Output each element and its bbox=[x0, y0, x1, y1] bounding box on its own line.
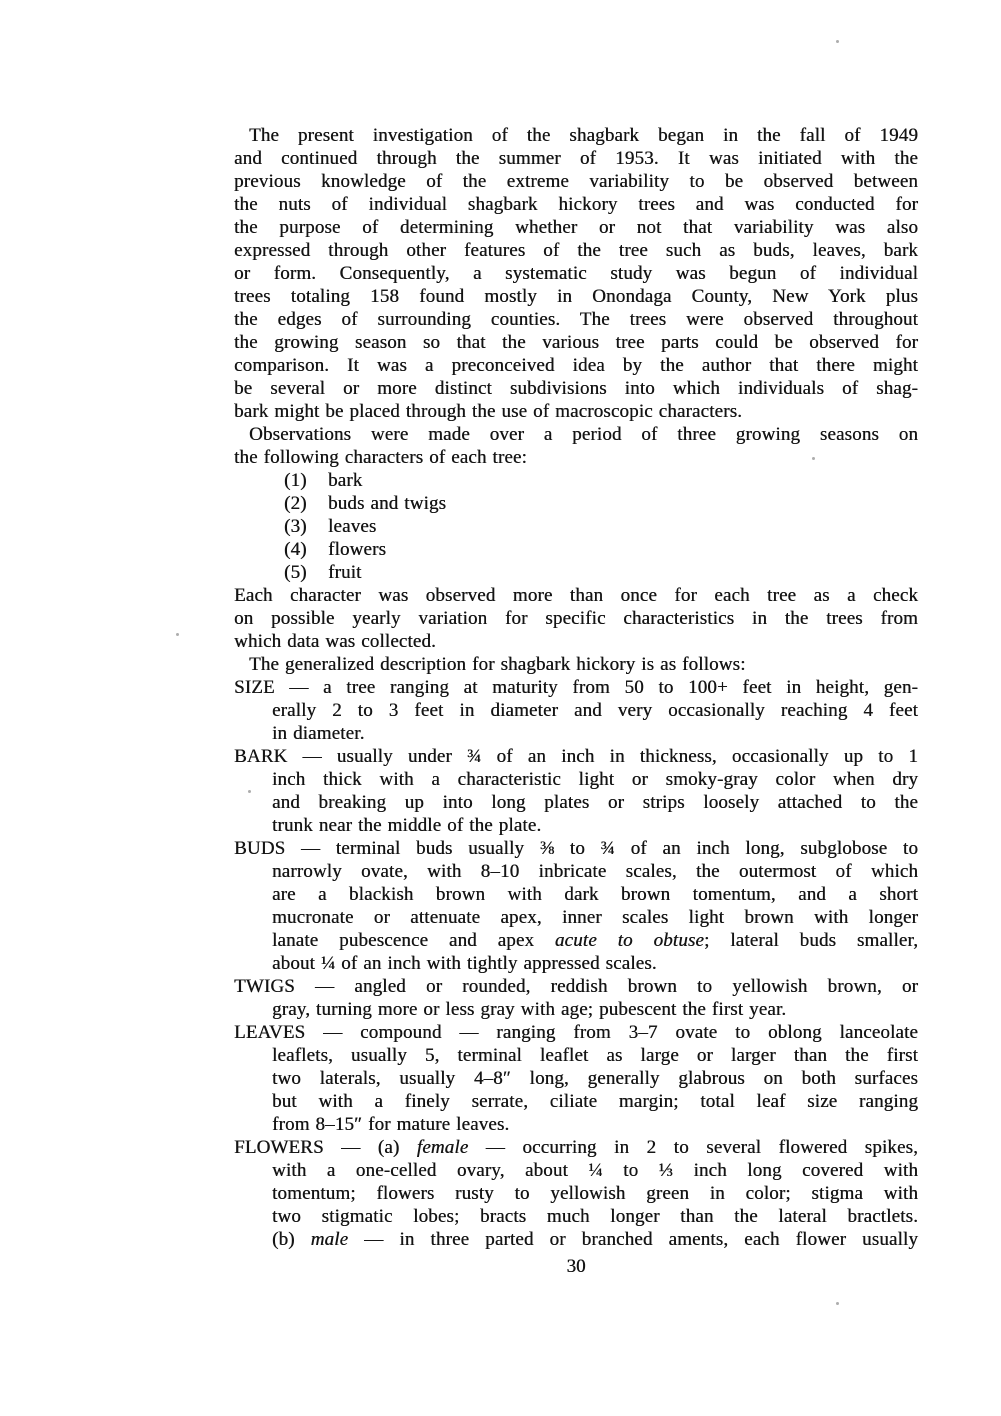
text-line: mucronate or attenuate apex, inner scales light brown with longer bbox=[272, 907, 918, 928]
text-line: be several or more distinct subdivisions into which individuals of shag- bbox=[234, 378, 918, 399]
paragraph-each-character bbox=[234, 584, 918, 653]
text-line: two stigmatic lobes; bracts much longer than the lateral bractlets. bbox=[272, 1206, 918, 1227]
text-line: previous knowledge of the extreme variability to be observed between bbox=[234, 171, 918, 192]
text-line: The generalized description for shagbark hickory is as follows: bbox=[249, 654, 746, 675]
text-line: or form. Consequently, a systematic study was begun of individual bbox=[234, 263, 918, 284]
text-line: gray, turning more or less gray with age; pubescent the first year. bbox=[272, 999, 787, 1020]
entry-leaves bbox=[234, 1021, 918, 1136]
text-line: narrowly ovate, with 8–10 inbricate scales, the outermost of which bbox=[272, 861, 918, 882]
text-block bbox=[234, 124, 918, 1251]
text-line: two laterals, usually 4–8″ long, generally glabrous on both surfaces bbox=[272, 1068, 918, 1089]
text-line: from 8–15″ for mature leaves. bbox=[272, 1114, 510, 1135]
text-line: bark might be placed through the use of macroscopic characters. bbox=[234, 401, 743, 422]
list-item-label: leaves bbox=[328, 516, 377, 537]
entry-flowers bbox=[234, 1136, 918, 1251]
scan-speckle bbox=[812, 457, 815, 460]
entry-bark bbox=[234, 745, 918, 837]
text-line: TWIGS — angled or rounded, reddish brown to yellowish brown, or bbox=[234, 976, 918, 997]
paragraph-observations bbox=[234, 423, 918, 469]
scan-speckle bbox=[248, 790, 251, 793]
character-list bbox=[234, 469, 918, 584]
text-line: trees totaling 158 found mostly in Onondaga County, New York plus bbox=[234, 286, 918, 307]
text-line: about ¼ of an inch with tightly appressed scales. bbox=[272, 953, 657, 974]
text-line: on possible yearly variation for specific characteristics in the trees from bbox=[234, 608, 918, 629]
text-line: are a blackish brown with dark brown tomentum, and a short bbox=[272, 884, 918, 905]
page-number: 30 bbox=[566, 1256, 586, 1277]
scan-speckle bbox=[176, 633, 179, 636]
text-line: tomentum; flowers rusty to yellowish green in color; stigma with bbox=[272, 1183, 918, 1204]
text-line: The present investigation of the shagbark began in the fall of 1949 bbox=[249, 125, 918, 146]
list-item-number: (3) bbox=[284, 516, 307, 537]
text-line: the following characters of each tree: bbox=[234, 447, 527, 468]
list-item-label: buds and twigs bbox=[328, 493, 447, 514]
text-line: SIZE — a tree ranging at maturity from 50 to 100+ feet in height, gen- bbox=[234, 677, 918, 698]
entry-twigs bbox=[234, 975, 918, 1021]
text-line: the purpose of determining whether or not that variability was also bbox=[234, 217, 918, 238]
list-item-label: bark bbox=[328, 470, 363, 491]
text-line: the edges of surrounding counties. The trees were observed throughout bbox=[234, 309, 918, 330]
text-line: FLOWERS — (a) female — occurring in 2 to several flowered spikes, bbox=[234, 1137, 918, 1158]
text-line: in diameter. bbox=[272, 723, 365, 744]
entry-size bbox=[234, 676, 918, 745]
text-line: expressed through other features of the tree such as buds, leaves, bark bbox=[234, 240, 918, 261]
list-item bbox=[234, 538, 918, 561]
paragraph-generalized bbox=[234, 653, 918, 676]
paragraph-intro bbox=[234, 124, 918, 423]
text-line: Observations were made over a period of three growing seasons on bbox=[249, 424, 918, 445]
text-line: and breaking up into long plates or strips loosely attached to the bbox=[272, 792, 918, 813]
list-item-label: fruit bbox=[328, 562, 362, 583]
text-line: but with a finely serrate, ciliate margin; total leaf size ranging bbox=[272, 1091, 918, 1112]
text-line: the nuts of individual shagbark hickory trees and was conducted for bbox=[234, 194, 918, 215]
text-line: inch thick with a characteristic light or smoky-gray color when dry bbox=[272, 769, 918, 790]
text-line: Each character was observed more than once for each tree as a check bbox=[234, 585, 918, 606]
scan-speckle bbox=[836, 40, 839, 43]
list-item-number: (4) bbox=[284, 539, 307, 560]
list-item bbox=[234, 561, 918, 584]
list-item bbox=[234, 469, 918, 492]
text-line: BARK — usually under ¾ of an inch in thickness, occasionally up to 1 bbox=[234, 746, 918, 767]
list-item bbox=[234, 492, 918, 515]
text-line: LEAVES — compound — ranging from 3–7 ovate to oblong lanceolate bbox=[234, 1022, 918, 1043]
text-line: which data was collected. bbox=[234, 631, 436, 652]
list-item-number: (2) bbox=[284, 493, 307, 514]
text-line: leaflets, usually 5, terminal leaflet as large or larger than the first bbox=[272, 1045, 918, 1066]
text-line: the growing season so that the various tree parts could be observed for bbox=[234, 332, 918, 353]
list-item-number: (5) bbox=[284, 562, 307, 583]
text-line: with a one-celled ovary, about ¼ to ⅓ inch long covered with bbox=[272, 1160, 918, 1181]
entry-buds bbox=[234, 837, 918, 975]
text-line: comparison. It was a preconceived idea by the author that there might bbox=[234, 355, 918, 376]
list-item bbox=[234, 515, 918, 538]
list-item-label: flowers bbox=[328, 539, 387, 560]
text-line: erally 2 to 3 feet in diameter and very occasionally reaching 4 feet bbox=[272, 700, 918, 721]
text-line: (b) male — in three parted or branched aments, each flower usually bbox=[272, 1229, 918, 1250]
scan-speckle bbox=[836, 1302, 839, 1305]
text-line: BUDS — terminal buds usually ⅜ to ¾ of an inch long, subglobose to bbox=[234, 838, 918, 859]
text-line: lanate pubescence and apex acute to obtuse; lateral buds smaller, bbox=[272, 930, 918, 951]
text-line: trunk near the middle of the plate. bbox=[272, 815, 542, 836]
text-line: and continued through the summer of 1953. It was initiated with the bbox=[234, 148, 918, 169]
list-item-number: (1) bbox=[284, 470, 307, 491]
